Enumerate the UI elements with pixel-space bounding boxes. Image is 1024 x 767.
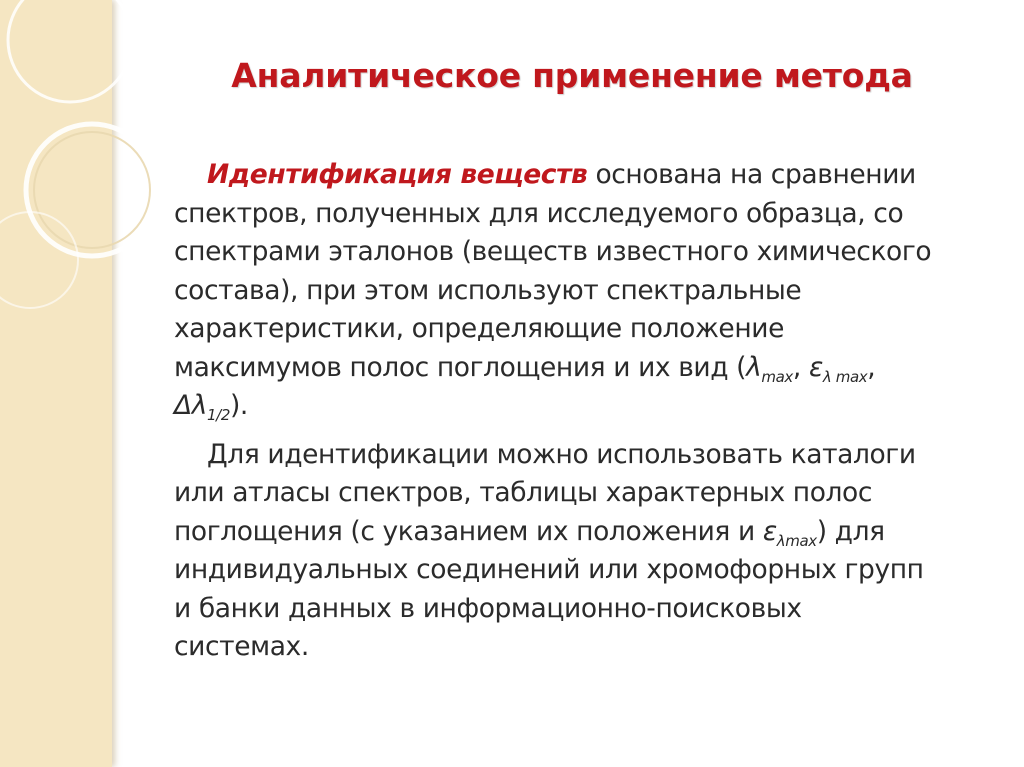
- text-fragment: максимумов полос поглощения и их вид (: [174, 351, 747, 383]
- text-line: индивидуальных соединений или хромофорных групп: [174, 554, 924, 585]
- text-line: Для идентификации можно использовать каталоги: [207, 438, 916, 470]
- text-fragment: ).: [229, 390, 248, 421]
- text-line: или атласы спектров, таблицы характерных полос: [174, 477, 873, 508]
- text-line: [174, 513, 1004, 552]
- symbol-epsilon: ε: [762, 515, 777, 547]
- subscript-max: max: [761, 367, 793, 386]
- slide-body: [174, 156, 1004, 667]
- symbol-epsilon: ε: [808, 351, 823, 383]
- text-fragment: ,: [867, 351, 876, 383]
- text-line: [174, 349, 1004, 388]
- symbol-delta-lambda: Δλ: [174, 390, 208, 421]
- paragraph-identification: [174, 156, 1004, 426]
- text-line: состава), при этом используют спектральные: [174, 274, 802, 306]
- text-line: спектрами эталонов (веществ известного химического: [174, 236, 932, 267]
- text-line: [174, 387, 1004, 426]
- text-line: [174, 156, 1004, 195]
- text-line: и банки данных в информационно-поисковых: [174, 592, 802, 624]
- decorative-circles: [0, 0, 160, 330]
- emphasis-term: Идентификация веществ: [207, 159, 588, 190]
- text-fragment: ,: [792, 351, 809, 383]
- paragraph-catalogs: [174, 436, 1004, 667]
- text-line: системах.: [174, 631, 309, 662]
- text-fragment: основана на сравнении: [587, 159, 916, 190]
- text-line: характеристики, определяющие положение: [174, 313, 784, 344]
- text-fragment: поглощения (с указанием их положения и: [174, 515, 763, 547]
- subscript-half: 1/2: [207, 406, 230, 424]
- text-line: спектров, полученных для исследуемого образца, со: [174, 197, 904, 229]
- subscript-lambda-max: λmax: [776, 531, 817, 550]
- text-fragment: ) для: [816, 515, 885, 547]
- symbol-lambda: λ: [746, 351, 762, 383]
- subscript-lambda-max: λ max: [822, 367, 868, 386]
- slide-title: Аналитическое применение метода: [231, 56, 913, 95]
